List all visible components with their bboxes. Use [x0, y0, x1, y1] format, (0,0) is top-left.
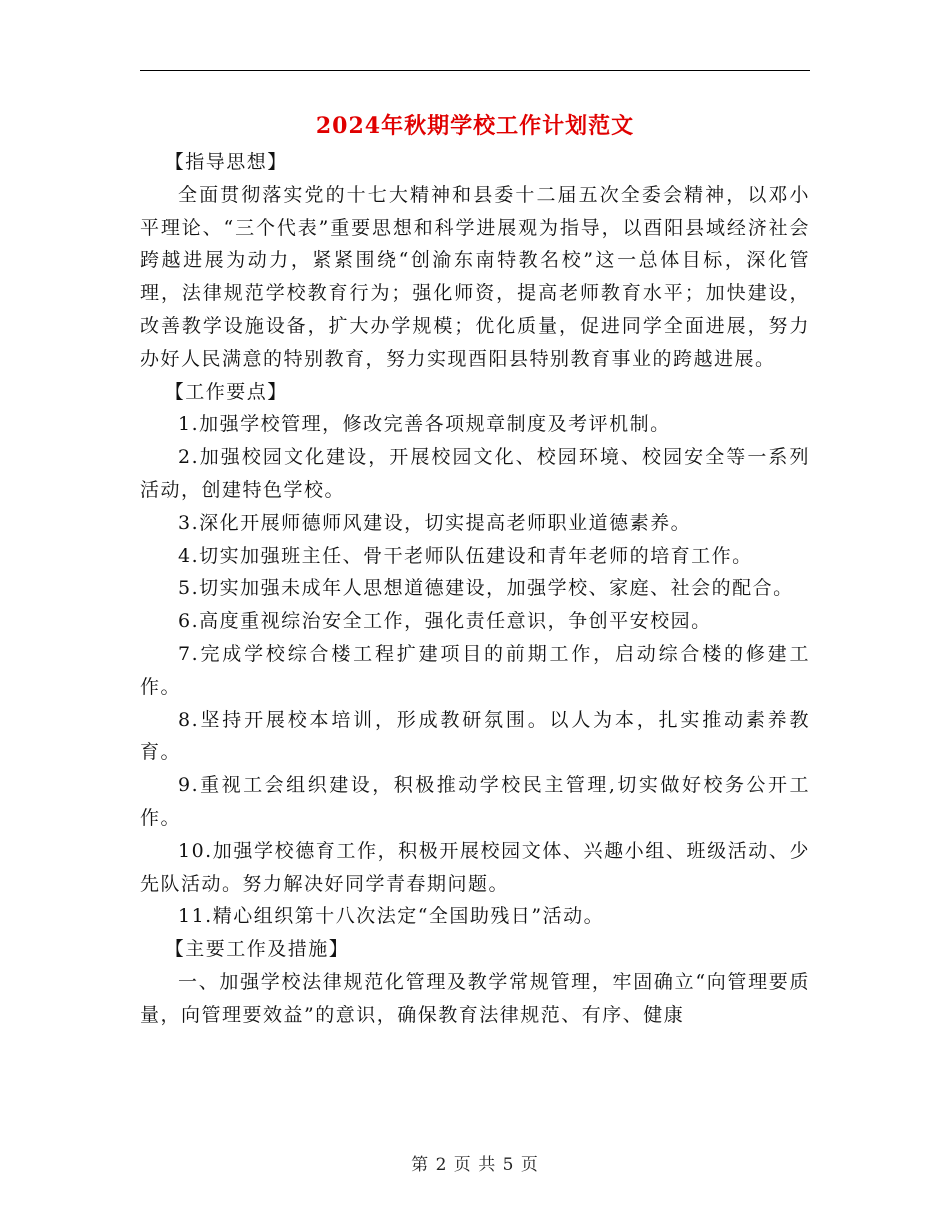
- point-item-10: 10.加强学校德育工作，积极开展校园文体、兴趣小组、班级活动、少先队活动。努力解决好同学青春期问题。: [140, 839, 810, 895]
- point-item-7: 7.完成学校综合楼工程扩建项目的前期工作，启动综合楼的修建工作。: [140, 642, 810, 698]
- point-item-5: 5.切实加强未成年人思想道德建设，加强学校、家庭、社会的配合。: [178, 577, 794, 600]
- point-item-1: 1.加强学校管理，修改完善各项规章制度及考评机制。: [178, 413, 671, 436]
- guiding-paragraph: 全面贯彻落实党的十七大精神和县委十二届五次全委会精神，以邓小平理论、“三个代表”重要思想和科学进展观为指导，以酉阳县域经济社会跨越进展为动力，紧紧围绕“创渝东南特教名校”这一总体目标，深化管理，法律规范学校教育行为；强化师资，提高老师教育水平；加快建设，改善教学设施设备，扩大办学规模；优化质量，促进同学全面进展，努力办好人民满意的特别教育，努力实现酉阳县特别教育事业的跨越进展。: [140, 183, 810, 370]
- page-number: 第 2 页 共 5 页: [411, 1155, 539, 1175]
- point-item-11: 11.精心组织第十八次法定“全国助残日”活动。: [178, 905, 605, 928]
- section-heading-guiding: 【指导思想】: [164, 151, 288, 173]
- point-item-2: 2.加强校园文化建设，开展校园文化、校园环境、校园安全等一系列活动，创建特色学校。: [140, 446, 810, 501]
- section-heading-points: 【工作要点】: [164, 380, 288, 403]
- header-rule: [140, 70, 810, 71]
- point-item-3: 3.深化开展师德师风建设，切实提高老师职业道德素养。: [178, 511, 692, 534]
- document-title: 2024年秋期学校工作计划范文: [315, 113, 635, 139]
- measures-paragraph: 一、加强学校法律规范化管理及教学常规管理，牢固确立“向管理要质量，向管理要效益”的意识，确保教育法律规范、有序、健康: [140, 970, 810, 1026]
- point-item-9: 9.重视工会组织建设，积极推动学校民主管理,切实做好校务公开工作。: [140, 774, 810, 829]
- point-item-4: 4.切实加强班主任、骨干老师队伍建设和青年老师的培育工作。: [178, 544, 753, 567]
- point-item-8: 8.坚持开展校本培训，形成教研氛围。以人为本，扎实推动素养教育。: [140, 708, 810, 764]
- document-body: [140, 146, 810, 1032]
- point-item-6: 6.高度重视综治安全工作，强化责任意识，争创平安校园。: [178, 610, 712, 633]
- section-heading-measures: 【主要工作及措施】: [164, 938, 350, 961]
